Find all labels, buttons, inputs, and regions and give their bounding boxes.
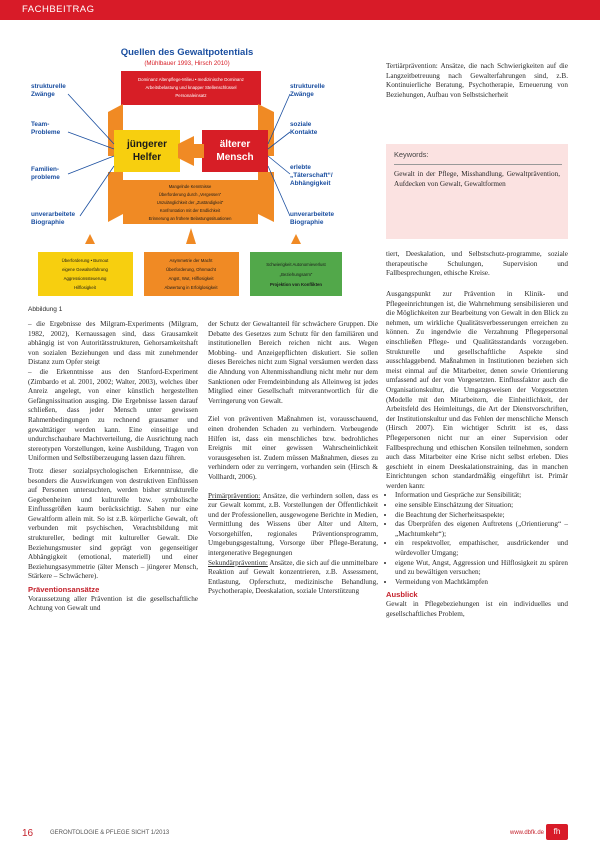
column-2 — [208, 320, 378, 597]
bottom-box-line-3: Unzulänglichkeit der „Zuständigkeit“ — [156, 200, 224, 205]
lower-box-center-line-3: Angst, Wut, Hilflosigkeit — [168, 276, 214, 281]
lower-box-right-line-2: „Beziehungsarm“ — [279, 272, 313, 277]
website-link[interactable]: www.dbfk.de — [510, 830, 545, 836]
page-number: 16 — [22, 828, 34, 839]
lower-box-center-line-2: Überforderung, Ohnmacht — [166, 267, 216, 272]
section-header — [0, 0, 600, 20]
left-label-3: Familien-probleme — [31, 166, 60, 181]
col2-secondary-text: Ansätze, die sich auf die unmittelbare Reaktion auf Gewalt konzentrieren, z.B. Assessment, Entlastung, Opferschutz, medizinische Behandlung, Psychotherapie, Deeskalation, soziale Unterstützung — [208, 558, 378, 596]
keywords-box — [386, 144, 568, 239]
center-left-line-2: Helfer — [132, 152, 162, 163]
col2-primary — [208, 492, 378, 559]
left-label-2: Team-Probleme — [31, 121, 61, 136]
col1-paragraph: Trotz dieser sozialpsychologischen Erkenntnisse, die besonders die Auswirkungen von destruktiven Einflüssen auf Personen untersuchten, werden bisher strukturelle Gegebenheiten und kulturelle bzw. symbolische Einflussgrößen kaum berücksichtigt. Sahen nur eine Gewaltform allein mit. So ist z.B. körperliche Gewalt, oft verbunden mit psychischen, Verachtsbildung mit struktureller, bedingt mit kultureller Gewalt. Die Beziehungsmuster sind geprägt von gegenseitiger Abhängigkeit (emotional, materiell) und einer Beziehungsasymmetrie (älter Mensch – jüngerer Mensch, Stärkere – Schwächere). — [28, 466, 198, 581]
right-label-2: soziale Kontakte — [290, 121, 318, 136]
column-3 — [386, 290, 568, 619]
right-label-4: unverarbeitete Biographie — [290, 211, 335, 226]
lower-box-center-line-1: Asymmetrie der Macht — [169, 258, 213, 263]
center-right-line-1: älterer — [219, 139, 251, 150]
list-item: • das Überprüfen des eigenen Auftretens („Orientierung“ – „Machtumkehr“); — [395, 520, 568, 539]
lower-box-left-line-3: Aggressionssteuerung — [63, 276, 107, 281]
lower-box-right-line-1: Schwierigkeit Autonomieverlust — [266, 262, 326, 267]
diagram-subtitle: (Mühlbauer 1993, Hirsch 2010) — [144, 60, 230, 67]
list-item: • ein respektvoller, empathischer, ausdrückender und würdevoller Umgang; — [395, 539, 568, 558]
bottom-box-line-1: Mangelnde Kenntnisse — [168, 184, 212, 189]
col3-tail: Gewalt in Pflegebeziehungen ist ein individuelles und gesellschaftliches Problem, — [386, 600, 568, 618]
col3-top-paragraph: Tertiärprävention: Ansätze, die nach Schwierigkeiten auf die Langzeitbetreuung nach Gewalterfahrungen sind, z.B. Kontinuierliche Beratung, Psychotherapie, Erneuerung von Beziehungen, Aufbau von Selbstsicherheit — [386, 62, 568, 99]
lower-box-left-line-1: Überforderung • Burnout — [61, 258, 109, 263]
keywords-heading: Keywords: — [394, 150, 429, 159]
col1-paragraph: – die Ergebnisse des Milgram-Experiments (Milgram, 1982, 2002), Kernaussagen sind, dass Grausamkeit abhängig ist von Autoritätsstrukturen, Gehorsamkeitshaft von sozialen Beziehungen und dass mit zunehmender Distanz zum Opfer steigt — [28, 320, 198, 367]
top-box-line-2: Arbeitsbelastung und knapper Stellenschlüssel — [145, 85, 237, 90]
col2-paragraph: der Schutz der Gewaltanteil für schwächere Gruppen. Die Debatte des Gesetzes zum Schutz für den familiären und institutionellen Bereich reichen nicht aus. Wegen Mobbing- und Anzeigepflichten diskutiert. Sie sollen dieses Bereiches nicht zum Signal versäumen werden dass die Ahndung von Altenmisshandlung nicht mehr nur dem Sanktionen oder Fremdeinbindung als Alleinweg ist jedes Mitglied einer Gesellschaft mitverantwortlich für die Verringerung von Gewalt. — [208, 320, 378, 405]
col2-primary-text: Ansätze, die verhindern sollen, dass es zur Gewalt kommt, z.B. Vorstellungen der Öffentlichkeit und der Professionellen, ausgewogene Berichte in Medien, Vermittlung des Wissens über Alter und Altern, Vorsorgehilfen, regionales Präventionsprogramm, Umgebungsgestaltung, Vorsorge über Pflege-Beratung, intergenerative Begegnungen — [208, 491, 378, 558]
lower-box-center-line-4: Abwertung in Erfolglosigkeit — [164, 285, 218, 290]
list-item: • Information und Gespräche zur Sensibilität; — [395, 491, 568, 501]
lower-box-left-line-2: eigene Gewalterfahrung — [62, 267, 108, 272]
col3-mid-text — [386, 250, 568, 279]
top-box-line-3: Personaleinsatz — [175, 93, 207, 98]
bottom-box-line-4: Konfrontation mit der Endlichkeit — [159, 208, 221, 213]
list-item: • eine sensible Einschätzung der Situation; — [395, 501, 568, 511]
figure-caption: Abbildung 1 — [28, 306, 63, 313]
bottom-arrow-right — [258, 172, 274, 222]
right-label-3: erlebte „Täterschaft“/ Abhängigkeit — [290, 164, 333, 187]
col3-body: Ausgangspunkt zur Prävention in Klinik- und Pflegeeinrichtungen ist, die Wahrnehmung sensibilisieren und die Möglichkeiten zur Bearbeitung von Gewalt in den Blick zu nehmen, um wirkliche Qualitätsverbesserungen erreichen zu können. Zu ingendwie die Verzahnung Pflegepersonal einschließen Pflege- und Qualitätsstandards vorzugeben. Strukturelle und gesellschaftliche Aspekte sind ausschlaggebend. Maßnahmen in Institutionen beziehen sich meist einmal auf die Mitarbeiter, denen sowie Orientierung umfassend auf der von Vorgesetzten. Einflussfaktor auch die Organisationskultur, die Umgangsweisen der Vorgesetzten (Modelle mit den Mitarbeitern, die Einheitlichkeit, der Arbeitsfeld des Heimleitungs, die Art der Dienstvorschriften, der Institutionskultur und das Fehlen der menschliche Mensch (Hirsch 2007). Ein wichtiger Schritt ist es, dass Pflegepersonen nicht nur an einer Supervision oder Fallbesprechung und ethischen Konsilen teilnehmen, sondern auch dass Mitarbeiter eine Krise nicht selbst erleben. Dies geschieht in einem Deeskalationstraining, das in manchen Einrichtungen schon standardmäßig eingeführt ist. Primär werden kann: — [386, 290, 568, 490]
center-right-box — [202, 130, 268, 172]
page-footer — [0, 828, 600, 842]
col2-secondary — [208, 559, 378, 597]
col1-heading: Präventionsansätze — [28, 585, 100, 595]
col3-heading: Ausblick — [386, 590, 418, 600]
lower-box-right-line-3: Projektion von Konflikten — [269, 282, 323, 287]
bottom-arrow-left — [108, 172, 123, 222]
left-label-1: strukturelle Zwänge — [31, 83, 66, 98]
magazine-name: GERONTOLOGIE & PFLEGE SICHT 1/2013 — [50, 830, 170, 836]
publisher-logo-icon — [546, 824, 568, 840]
gewalt-diagram — [28, 44, 346, 302]
list-item: • die Beachtung der Sicherheitsaspekte; — [395, 511, 568, 521]
publisher-logo-text: fh — [553, 827, 561, 836]
col2-paragraph: Ziel von präventiven Maßnahmen ist, vorausschauend, einen drohenden Schaden zu verhindern. Vorbeugende Hilfen ist, dass ein menschliches bzw. bedrohliches Ereignis mit einer gewissen Wahrscheinlichkeit vorausgesehen ist. Zudem müssen Maßnahmen, dieses zu verhindern oder zu verringern, vorhanden sein (Hirsch & Vollhardt, 2006). — [208, 415, 378, 481]
col2-primary-heading: Primärprävention: — [208, 491, 261, 500]
center-right-line-2: Mensch — [216, 152, 254, 163]
list-item: • eigene Wut, Angst, Aggression und Hilflosigkeit zu spüren und zu bewältigen versuchen; — [395, 559, 568, 578]
section-label: FACHBEITRAG — [22, 4, 95, 15]
top-box-line-1: Dominanz Altenpflege-Milieu • medizinische Dominanz — [138, 77, 244, 82]
bottom-box-line-2: Überforderung durch „Vergessen“ — [158, 192, 222, 197]
center-left-line-1: jüngerer — [126, 139, 168, 150]
bottom-box-line-5: Erinnerung an frühere Belastungssituationen — [148, 216, 232, 221]
column-1 — [28, 320, 198, 614]
list-item: • Vermeidung von Machtkämpfen — [395, 578, 568, 588]
diagram-title: Quellen des Gewaltpotentials — [120, 47, 254, 58]
col3-mid-paragraph: tiert, Deeskalation, und Selbstschutz-programme, soziale therapeutische Schulungen, Supervision und Fallbesprechungen, ethische Kreise. — [386, 250, 568, 278]
keywords-text: Gewalt in der Pflege, Misshandlung, Gewaltprävention, Aufdecken von Gewalt, Gewaltformen — [394, 170, 560, 188]
right-label-1: strukturelle Zwänge — [290, 83, 325, 98]
lower-box-left-line-4: Hilflosigkeit — [74, 285, 96, 290]
col1-tail: Voraussetzung aller Prävention ist die gesellschaftliche Achtung von Gewalt und — [28, 594, 198, 613]
keywords-divider — [394, 164, 562, 165]
center-left-box — [114, 130, 180, 172]
col2-secondary-heading: Sekundärprävention: — [208, 558, 268, 567]
left-label-4: unverarbeitete Biographie — [31, 211, 76, 226]
col3-top-text — [386, 62, 568, 100]
col3-list — [386, 491, 568, 587]
col1-paragraph: – die Erkenntnisse aus den Stanford-Experiment (Zimbardo et al. 2001, 2002; Walter, 2003), welches über Anreiz angelegt, von einer künstlich hergestellten Gefängnissituation ausging. Die Ergebnisse lassen darauf schließen, dass jeder Mensch unter gewissen Rahmenbedingungen zu rechnend grausamer und gewalttätiger werden kann. Eine einseitige und undurchschaubare Machtverteilung, die Ausrichtung nach stereotypen Vorstellungen, keine Ausbildung, Tragen von Uniformen und Selbstüberzeugung lassen dazu führen. — [28, 367, 198, 463]
